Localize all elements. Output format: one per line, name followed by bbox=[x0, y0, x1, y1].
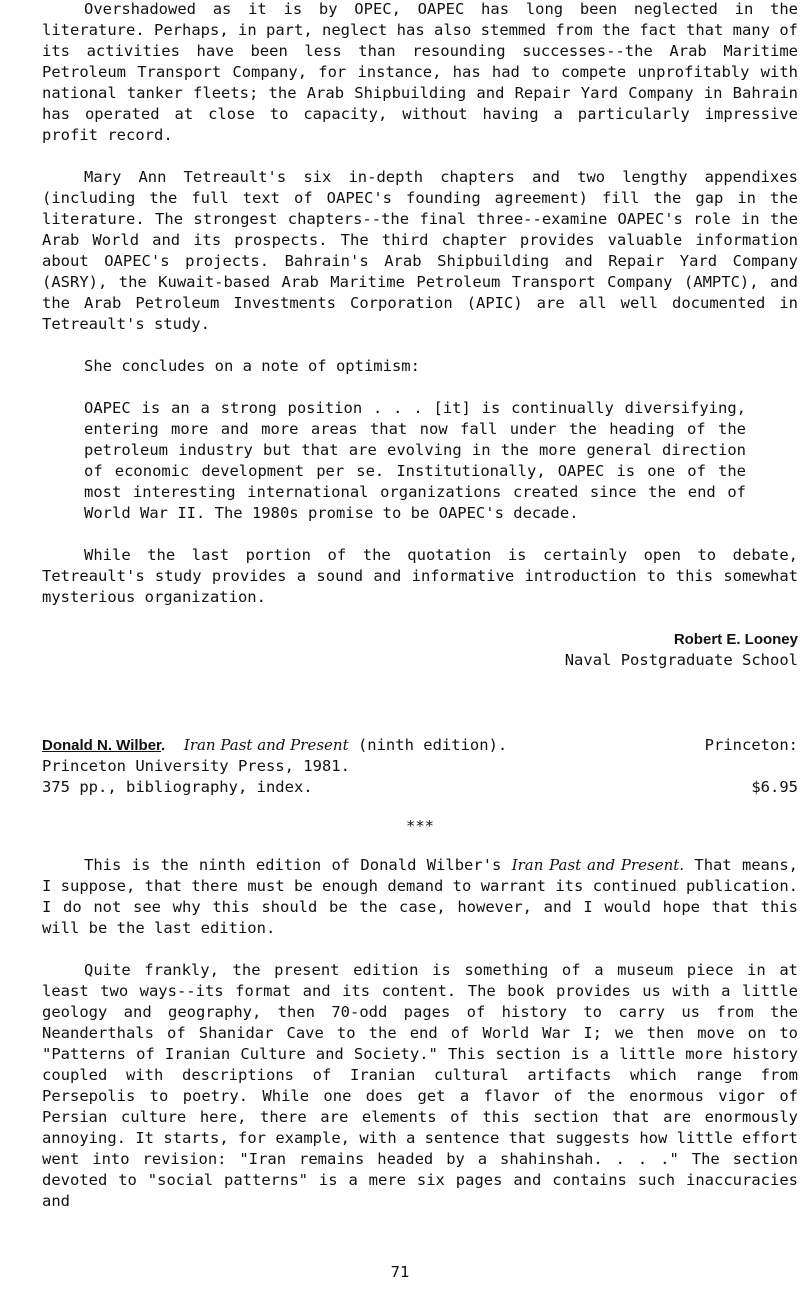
review2-paragraph-1 bbox=[42, 855, 798, 939]
block-quote: OAPEC is an a strong position . . . [it] is continually diversifying, entering more and more areas that now fall under the heading of the petroleum industry but that are evolving in the more general direction of economic development per se. Institutionally, OAPEC is one of the most interesting international organizations created since the end of World War II. The 1980s promise to be OAPEC's decade. bbox=[84, 399, 746, 522]
book-price: $6.95 bbox=[751, 778, 798, 796]
review1-paragraph-1: Overshadowed as it is by OPEC, OAPEC has long been neglected in the literature. Perhaps, in part, neglect has also stemmed from the fact that many of its activities have been less than resounding successes--the Arab Maritime Petroleum Transport Company, for instance, has had to compete unprofitably with national tanker fleets; the Arab Shipbuilding and Repair Yard Company in Bahrain has operated at close to capacity, without having a particularly impressive profit record. bbox=[42, 0, 798, 144]
reviewer-name: Robert E. Looney bbox=[673, 631, 798, 648]
review1-paragraph-4: While the last portion of the quotation is certainly open to debate, Tetreault's study provides a sound and informative introduction to this somewhat mysterious organization. bbox=[42, 546, 798, 606]
review1-paragraph-2: Mary Ann Tetreault's six in-depth chapters and two lengthy appendixes (including the full text of OAPEC's founding agreement) fill the gap in the literature. The strongest chapters--the final three--examine OAPEC's role in the Arab World and its prospects. The third chapter provides valuable information about OAPEC's projects. Bahrain's Arab Shipbuilding and Repair Yard Company (ASRY), the Kuwait-based Arab Maritime Petroleum Transport Company (AMPTC), and the Arab Petroleum Investments Corporation (APIC) are all well documented in Tetreault's study. bbox=[42, 168, 798, 333]
book-title: Iran Past and Present bbox=[183, 736, 349, 754]
review1-paragraph-3: She concludes on a note of optimism: bbox=[84, 357, 420, 375]
book-author: Donald N. Wilber bbox=[42, 737, 162, 754]
document-page bbox=[42, 0, 798, 1212]
page-number: 71 bbox=[390, 1263, 410, 1281]
book-details: 375 pp., bibliography, index. bbox=[42, 778, 313, 796]
book-citation bbox=[42, 735, 798, 798]
author-period: . bbox=[161, 737, 166, 754]
book-edition: (ninth edition). bbox=[357, 736, 508, 754]
section-separator: *** bbox=[406, 817, 434, 835]
publication-place: Princeton: bbox=[704, 736, 798, 754]
review2-p1-start: This is the ninth edition of Donald Wilber's bbox=[84, 856, 502, 874]
reviewer-affiliation: Naval Postgraduate School bbox=[564, 651, 798, 669]
review2-p1-end: That means, I suppose, that there must be enough demand to warrant its continued publication. I do not see why this should be the case, however, and I would hope that this will be the last edition. bbox=[42, 856, 798, 937]
review2-p1-title: Iran Past and Present. bbox=[511, 856, 685, 874]
book-publisher: Princeton University Press, 1981. bbox=[42, 757, 350, 775]
review2-paragraph-2: Quite frankly, the present edition is something of a museum piece in at least two ways--its format and its content. The book provides us with a little geology and geography, then 70-odd pages of history to carry us from the Neanderthals of Shanidar Cave to the end of World War I; we then move on to "Patterns of Iranian Culture and Society." This section is a little more history coupled with descriptions of Iranian cultural artifacts which range from Persepolis to poetry. While one does get a flavor of the enormous vigor of Persian culture here, there are elements of this section that are enormously annoying. It starts, for example, with a sentence that suggests how little effort went into revision: "Iran remains headed by a shahinshah. . . ." The section devoted to "social patterns" is a mere six pages and contains such inaccuracies and bbox=[42, 961, 798, 1210]
